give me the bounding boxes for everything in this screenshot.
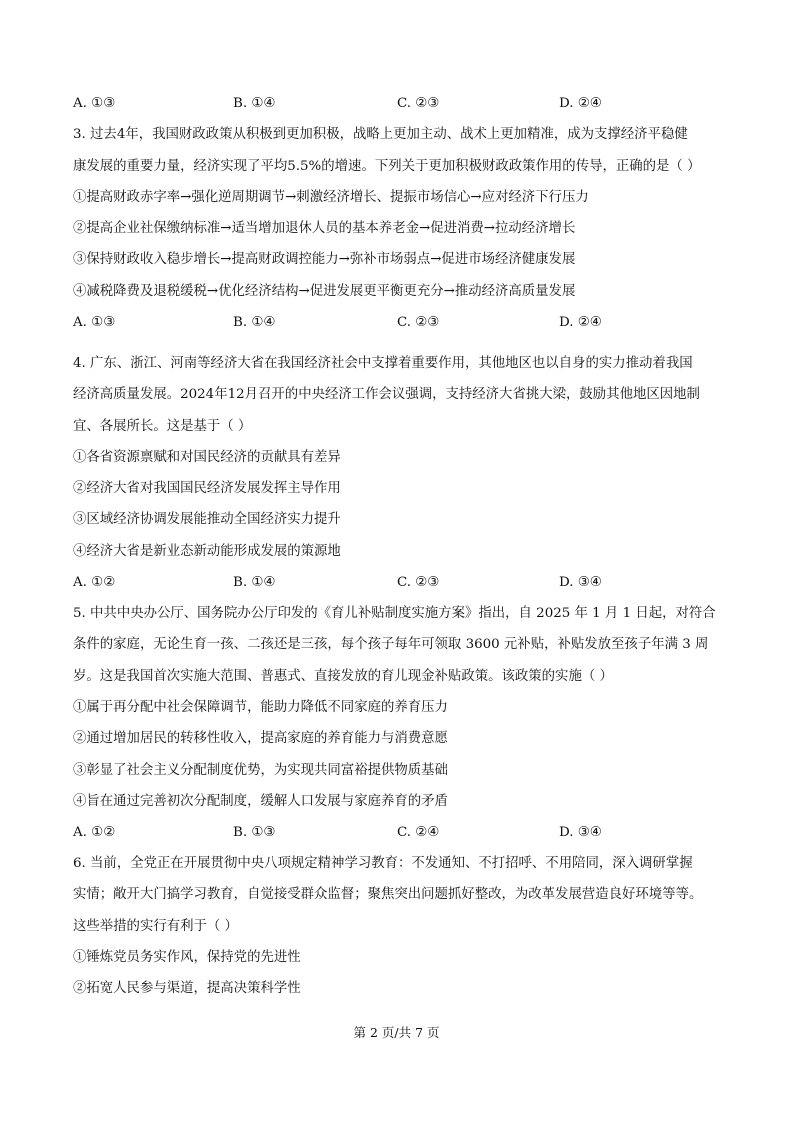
q4-item-1: ①各省资源禀赋和对国民经济的贡献具有差异 <box>73 450 341 465</box>
q5-item-1: ①属于再分配中社会保障调节，能助力降低不同家庭的养育压力 <box>73 700 448 715</box>
q6-stem-line-2: 实情；敞开大门搞学习教育，自觉接受群众监督；聚焦突出问题抓好整改，为改革发展营造良好环境等等。 <box>73 887 703 902</box>
q3-option-d[interactable]: D. ②④ <box>559 315 602 330</box>
q4-option-d[interactable]: D. ③④ <box>559 575 602 590</box>
q3-item-2: ②提高企业社保缴纳标准→适当增加退休人员的基本养老金→促进消费→拉动经济增长 <box>73 221 576 236</box>
q2-option-a[interactable]: A. ①③ <box>73 96 116 111</box>
q3-stem-line-1: 3. 过去4年，我国财政政策从积极到更加积极，战略上更加主动、战术上更加精准，成为支撑经济平稳健 <box>73 127 688 142</box>
q5-option-c[interactable]: C. ②④ <box>397 825 440 840</box>
q4-option-b[interactable]: B. ①④ <box>233 575 276 590</box>
q6-stem-line-3: 这些举措的实行有利于（ ） <box>73 919 238 934</box>
q6-item-2: ②拓宽人民参与渠道，提高决策科学性 <box>73 981 301 996</box>
q4-stem-line-3: 宜、各展所长。这是基于（ ） <box>73 419 252 434</box>
q4-item-3: ③区域经济协调发展能推动全国经济实力提升 <box>73 512 341 527</box>
q3-item-3: ③保持财政收入稳步增长→提高财政调控能力→弥补市场弱点→促进市场经济健康发展 <box>73 252 576 267</box>
q2-options <box>73 95 733 113</box>
q5-item-4: ④旨在通过完善初次分配制度，缓解人口发展与家庭养育的矛盾 <box>73 794 448 809</box>
q5-option-b[interactable]: B. ①③ <box>233 825 276 840</box>
q4-stem-line-2: 经济高质量发展。2024年12月召开的中央经济工作会议强调，支持经济大省挑大梁，鼓励其他地区因地制 <box>73 387 700 402</box>
q6-item-1: ①锤炼党员务实作风，保持党的先进性 <box>73 950 301 965</box>
q3-option-b[interactable]: B. ①④ <box>233 315 276 330</box>
q5-item-3: ③彰显了社会主义分配制度优势，为实现共同富裕提供物质基础 <box>73 763 448 778</box>
q5-item-2: ②通过增加居民的转移性收入，提高家庭的养育能力与消费意愿 <box>73 731 448 746</box>
q4-item-2: ②经济大省对我国国民经济发展发挥主导作用 <box>73 481 341 496</box>
page-number: 第 2 页/共 7 页 <box>353 1025 440 1040</box>
q2-option-d[interactable]: D. ②④ <box>559 96 602 111</box>
q5-stem-line-2: 条件的家庭，无论生育一孩、二孩还是三孩，每个孩子每年可领取 3600 元补贴，补贴发放至孩子年满 3 周 <box>73 637 709 652</box>
q3-stem-line-2: 康发展的重要力量，经济实现了平均5.5%的增速。下列关于更加积极财政政策作用的传导，正确的是（ ） <box>73 159 701 174</box>
q2-option-c[interactable]: C. ②③ <box>397 96 440 111</box>
q3-option-a[interactable]: A. ①③ <box>73 315 116 330</box>
q3-option-c[interactable]: C. ②③ <box>397 315 440 330</box>
q5-stem-line-3: 岁。这是我国首次实施大范围、普惠式、直接发放的育儿现金补贴政策。该政策的实施（ ） <box>73 669 613 684</box>
q3-item-1: ①提高财政赤字率→强化逆周期调节→刺激经济增长、提振市场信心→应对经济下行压力 <box>73 190 589 205</box>
q3-item-4: ④减税降费及退税缓税→优化经济结构→促进发展更平衡更充分→推动经济高质量发展 <box>73 284 576 299</box>
q4-option-c[interactable]: C. ②③ <box>397 575 440 590</box>
q3-options <box>73 314 733 332</box>
q2-option-b[interactable]: B. ①④ <box>233 96 276 111</box>
q6-stem-line-1: 6. 当前，全党正在开展贯彻中央八项规定精神学习教育：不发通知、不打招呼、不用陪同，深入调研掌握 <box>73 856 693 871</box>
q5-option-a[interactable]: A. ①② <box>73 825 116 840</box>
q4-options <box>73 574 733 592</box>
q5-option-d[interactable]: D. ③④ <box>559 825 602 840</box>
q4-item-4: ④经济大省是新业态新动能形成发展的策源地 <box>73 544 341 559</box>
q4-stem-line-1: 4. 广东、浙江、河南等经济大省在我国经济社会中支撑着重要作用，其他地区也以自身的实力推动着我国 <box>73 356 693 371</box>
q5-options <box>73 824 733 842</box>
q4-option-a[interactable]: A. ①② <box>73 575 116 590</box>
q5-stem-line-1: 5. 中共中央办公厅、国务院办公厅印发的《育儿补贴制度实施方案》指出，自 2025 年 1 月 1 日起，对符合 <box>73 606 716 621</box>
